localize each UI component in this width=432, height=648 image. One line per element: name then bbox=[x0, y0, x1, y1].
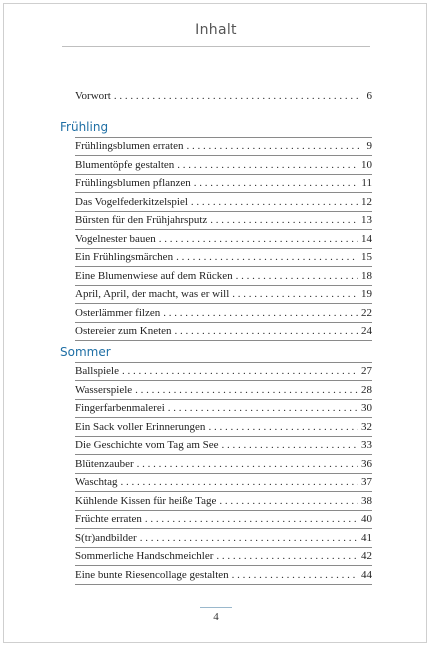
toc-leader-dots bbox=[232, 286, 358, 302]
toc-entry-page: 22 bbox=[361, 307, 372, 319]
toc-leader-dots bbox=[176, 249, 358, 265]
toc-entry bbox=[75, 138, 372, 154]
toc-entry-page: 10 bbox=[361, 159, 372, 171]
toc-entry-page: 9 bbox=[366, 140, 372, 152]
toc-leader-dots bbox=[163, 305, 358, 321]
toc-entry-title: April, April, der macht, was er will bbox=[75, 288, 230, 300]
toc-entry-page: 15 bbox=[361, 251, 372, 263]
toc-entry-title: Ballspiele bbox=[75, 365, 119, 377]
toc-entry-title: Eine Blumenwiese auf dem Rücken bbox=[75, 270, 233, 282]
toc-leader-dots bbox=[186, 138, 359, 154]
toc-leader-dots bbox=[159, 231, 358, 247]
toc-entry-title: S(tr)andbilder bbox=[75, 532, 137, 544]
toc-entry-page: 42 bbox=[361, 550, 372, 562]
section-top-divider bbox=[75, 362, 372, 363]
toc-leader-dots bbox=[168, 400, 358, 416]
toc-entry bbox=[75, 382, 372, 398]
toc-leader-dots bbox=[177, 157, 358, 173]
toc-entry bbox=[75, 194, 372, 210]
page-title: Inhalt bbox=[195, 22, 237, 38]
toc-entry-title: Frühlingsblumen erraten bbox=[75, 140, 184, 152]
toc-leader-dots bbox=[219, 493, 358, 509]
toc-entry bbox=[75, 456, 372, 472]
toc-entry-page: 28 bbox=[361, 384, 372, 396]
toc-leader-dots bbox=[194, 175, 359, 191]
toc-leader-dots bbox=[210, 212, 358, 228]
toc-entry-title: Osterlämmer filzen bbox=[75, 307, 161, 319]
toc-entry-page: 40 bbox=[361, 513, 372, 525]
toc-entry-title: Wasserspiele bbox=[75, 384, 133, 396]
toc-entry bbox=[75, 157, 372, 173]
footer-rule bbox=[200, 607, 232, 608]
toc-entry bbox=[75, 323, 372, 339]
toc-entry-title: Die Geschichte vom Tag am See bbox=[75, 439, 219, 451]
toc-row-divider bbox=[75, 266, 372, 267]
toc-entry bbox=[75, 305, 372, 321]
toc-entry-page: 14 bbox=[361, 233, 372, 245]
toc-row-divider bbox=[75, 380, 372, 381]
toc-row-divider bbox=[75, 565, 372, 566]
toc-leader-dots bbox=[236, 268, 358, 284]
toc-leader-dots bbox=[122, 363, 358, 379]
toc-entry-page: 36 bbox=[361, 458, 372, 470]
toc-entry bbox=[75, 530, 372, 546]
toc-entry-page: 33 bbox=[361, 439, 372, 451]
toc-entry-page: 32 bbox=[361, 421, 372, 433]
toc-leader-dots bbox=[121, 474, 359, 490]
toc-entry-title: Vogelnester bauen bbox=[75, 233, 156, 245]
toc-entry-page: 30 bbox=[361, 402, 372, 414]
toc-entry-page: 24 bbox=[361, 325, 372, 337]
toc-entry-title: Bürsten für den Frühjahrsputz bbox=[75, 214, 208, 226]
toc-row-divider bbox=[75, 340, 372, 341]
toc-row-divider bbox=[75, 454, 372, 455]
toc-entry bbox=[75, 548, 372, 564]
toc-entry-title: Ein Sack voller Erinnerungen bbox=[75, 421, 206, 433]
toc-entry-page: 44 bbox=[361, 569, 372, 581]
toc-entry-page: 19 bbox=[361, 288, 372, 300]
toc-leader-dots bbox=[222, 437, 358, 453]
toc-entry-page: 27 bbox=[361, 365, 372, 377]
toc-row-divider bbox=[75, 229, 372, 230]
toc-entry bbox=[75, 363, 372, 379]
toc-leader-dots bbox=[175, 323, 358, 339]
toc-entry-page: 6 bbox=[366, 90, 372, 102]
toc-entry-title: Fingerfarbenmalerei bbox=[75, 402, 165, 414]
toc-entry bbox=[75, 212, 372, 228]
toc-entry-title: Blumentöpfe gestalten bbox=[75, 159, 175, 171]
toc-entry bbox=[75, 175, 372, 191]
toc-leader-dots bbox=[114, 88, 359, 104]
header-rule bbox=[62, 46, 370, 47]
toc-entry-page: 11 bbox=[361, 177, 372, 189]
toc-row-divider bbox=[75, 417, 372, 418]
toc-leader-dots bbox=[137, 456, 358, 472]
toc-entry-page: 38 bbox=[361, 495, 372, 507]
toc-entry-title: Das Vogelfederkitzelspiel bbox=[75, 196, 188, 208]
toc-entry-page: 18 bbox=[361, 270, 372, 282]
toc-entry-page: 37 bbox=[361, 476, 372, 488]
toc-entry bbox=[75, 231, 372, 247]
toc-entry-page: 41 bbox=[361, 532, 372, 544]
toc-row-divider bbox=[75, 155, 372, 156]
toc-entry-page: 13 bbox=[361, 214, 372, 226]
section-top-divider bbox=[75, 137, 372, 138]
toc-entry-title: Früchte erraten bbox=[75, 513, 142, 525]
toc-row-divider bbox=[75, 584, 372, 585]
toc-entry bbox=[75, 88, 372, 104]
toc-row-divider bbox=[75, 491, 372, 492]
toc-entry bbox=[75, 268, 372, 284]
toc-entry-title: Kühlende Kissen für heiße Tage bbox=[75, 495, 217, 507]
section-heading: Frühling bbox=[60, 120, 109, 134]
toc-entry bbox=[75, 437, 372, 453]
toc-entry-title: Ein Frühlingsmärchen bbox=[75, 251, 174, 263]
toc-entry bbox=[75, 249, 372, 265]
section-heading: Sommer bbox=[60, 345, 111, 359]
toc-entry-title: Frühlingsblumen pflanzen bbox=[75, 177, 191, 189]
toc-row-divider bbox=[75, 192, 372, 193]
toc-entry-title: Waschtag bbox=[75, 476, 118, 488]
toc-entry-title: Sommerliche Handschmeichler bbox=[75, 550, 214, 562]
toc-leader-dots bbox=[216, 548, 358, 564]
toc-entry bbox=[75, 286, 372, 302]
toc-leader-dots bbox=[232, 567, 358, 583]
toc-row-divider bbox=[75, 528, 372, 529]
toc-entry bbox=[75, 400, 372, 416]
toc-leader-dots bbox=[145, 511, 358, 527]
toc-row-divider bbox=[75, 303, 372, 304]
toc-entry-title: Ostereier zum Kneten bbox=[75, 325, 172, 337]
toc-entry bbox=[75, 567, 372, 583]
toc-entry-title: Eine bunte Riesencollage gestalten bbox=[75, 569, 229, 581]
toc-entry-title: Vorwort bbox=[75, 90, 111, 102]
page-number: 4 bbox=[213, 611, 219, 623]
toc-leader-dots bbox=[135, 382, 358, 398]
toc-entry bbox=[75, 511, 372, 527]
toc-entry bbox=[75, 474, 372, 490]
toc-entry bbox=[75, 493, 372, 509]
toc-leader-dots bbox=[208, 419, 358, 435]
toc-leader-dots bbox=[140, 530, 358, 546]
toc-entry-title: Blütenzauber bbox=[75, 458, 134, 470]
toc-entry bbox=[75, 419, 372, 435]
toc-leader-dots bbox=[191, 194, 358, 210]
toc-entry-page: 12 bbox=[361, 196, 372, 208]
